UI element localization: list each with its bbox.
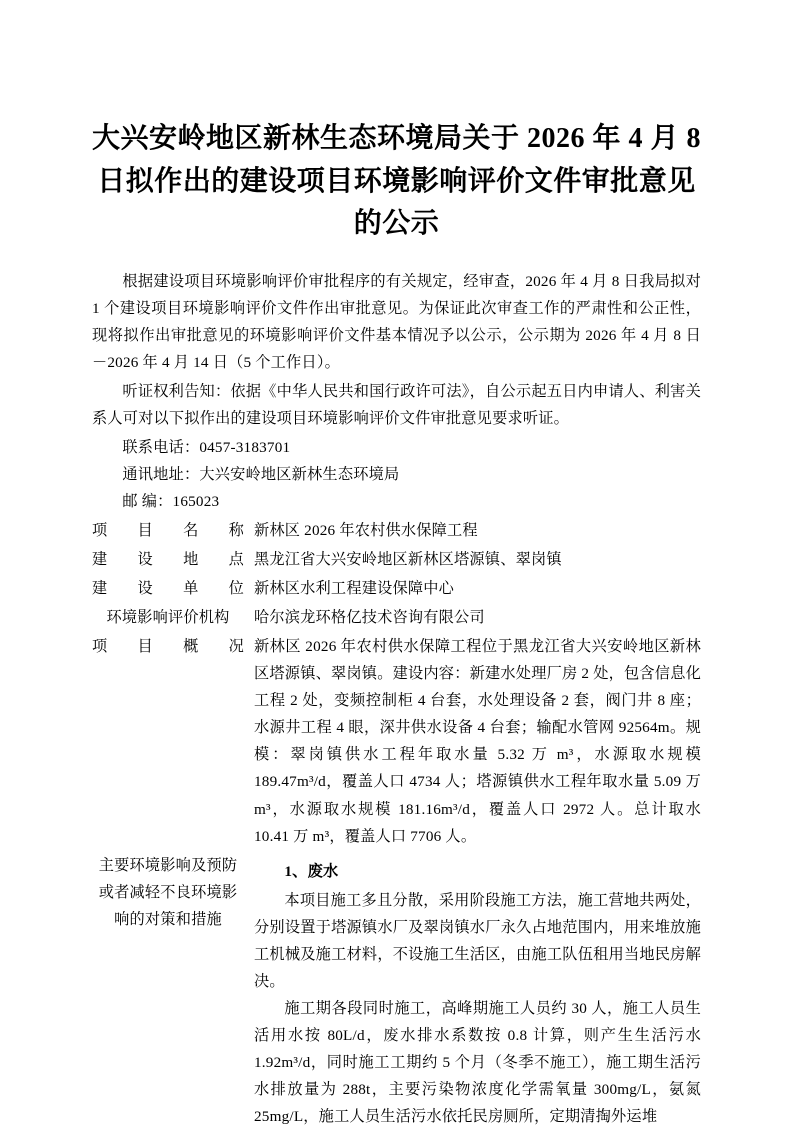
table-row — [92, 604, 701, 633]
field-value-eia-agency: 哈尔滨龙环格亿技术咨询有限公司 — [254, 609, 485, 627]
field-value-project-name: 新林区 2026 年农村供水保障工程 — [254, 522, 478, 540]
impact-subheading: 1、废水 — [284, 862, 339, 880]
field-label-eia-agency: 环境影响评价机构 — [106, 609, 230, 627]
table-row — [92, 852, 701, 1132]
contact-postcode: 邮 编：165023 — [122, 493, 220, 511]
table-row — [92, 517, 701, 546]
impact-paragraph-1: 本项目施工多且分散，采用阶段施工方法，施工营地共两处，分别设置于塔源镇水厂及翠岗镇水厂永久占地范围内，用来堆放施工机械及施工材料，不设施工生活区，由施工队伍租用当地民房解决。 — [254, 891, 701, 990]
project-info-table — [92, 517, 701, 1132]
field-label-project-name: 项目名称 — [92, 522, 244, 540]
field-label-impact-measures: 主要环境影响及预防或者减轻不良环境影响的对策和措施 — [98, 856, 238, 928]
impact-paragraph-2: 施工期各段同时施工，高峰期施工人员约 30 人，施工人员生活用水按 80L/d，废水排水系数按 0.8 计算，则产生生活污水 1.92m³/d，同时施工工期约 5 个月（冬季不施工），施工期生活污水排放量为 288t，主要污染物浓度化学需氧量 300mg/L，氨氮 25mg/L，施工人员生活污水依托民房厕所，定期清掏外运堆 — [254, 999, 701, 1126]
field-value-project-overview: 新林区 2026 年农村供水保障工程位于黑龙江省大兴安岭地区新林区塔源镇、翠岗镇。建设内容：新建水处理厂房 2 处，包含信息化工程 2 处，变频控制柜 4 台套，水处理设备 2 套，阀门井 8 座；水源井工程 4 眼，深井供水设备 4 台套；输配水管网 92564m。规模：翠岗镇供水工程年取水量 5.32 万 m³，水源取水规模 189.47m³/d，覆盖人口 4734 人；塔源镇供水工程年取水量 5.09 万 m³，水源取水规模 181.16m³/d，覆盖人口 2972 人。总计取水 10.41 万 m³，覆盖人口 7706 人。 — [254, 638, 701, 845]
page-title: 大兴安岭地区新林生态环境局关于 2026 年 4 月 8 日拟作出的建设项目环境影响评价文件审批意见的公示 — [92, 123, 702, 240]
field-value-impact-measures — [254, 852, 701, 1132]
contact-address: 通讯地址：大兴安岭地区新林生态环境局 — [122, 465, 400, 483]
field-label-construction-unit: 建设单位 — [92, 580, 244, 598]
intro-paragraph-1: 根据建设项目环境影响评价审批程序的有关规定，经审查，2026 年 4 月 8 日我局拟对 1 个建设项目环境影响评价文件作出审批意见。为保证此次审查工作的严肃性和公正性，现将拟作出审批意见的环境影响评价文件基本情况予以公示，公示期为 2026 年 4 月 8 日－2026 年 4 月 14 日（5 个工作日）。 — [92, 272, 701, 371]
table-row — [92, 546, 701, 575]
table-row — [92, 575, 701, 604]
field-label-location: 建设地点 — [92, 551, 244, 569]
field-label-project-overview: 项目概况 — [92, 638, 244, 656]
field-value-location: 黑龙江省大兴安岭地区新林区塔源镇、翠岗镇 — [254, 551, 562, 569]
contact-phone: 联系电话：0457-3183701 — [122, 438, 291, 456]
intro-paragraph-2: 听证权利告知：依据《中华人民共和国行政许可法》，自公示起五日内申请人、利害关系人可对以下拟作出的建设项目环境影响评价文件审批意见要求听证。 — [92, 382, 701, 427]
table-row — [92, 633, 701, 851]
field-value-construction-unit: 新林区水利工程建设保障中心 — [254, 580, 455, 598]
